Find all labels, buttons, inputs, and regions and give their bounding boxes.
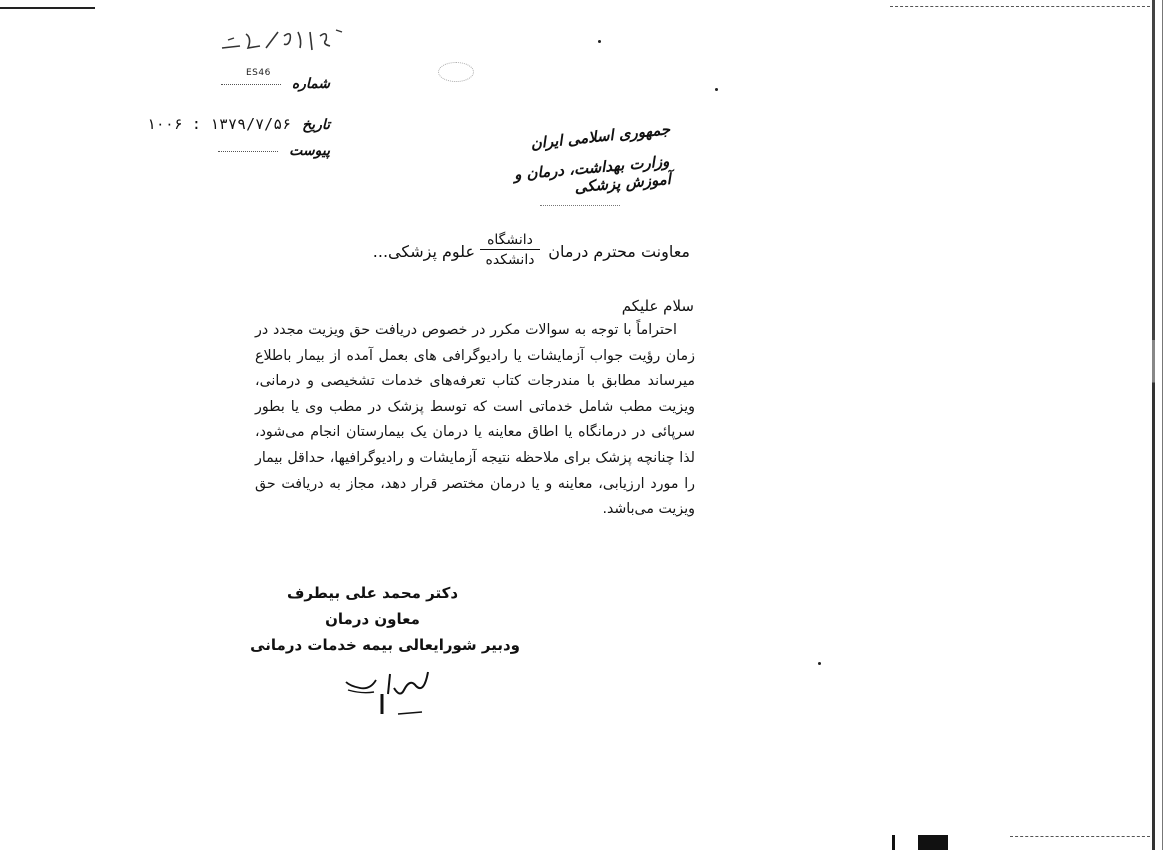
greeting: سلام علیکم [621, 297, 694, 315]
dotted-line [218, 151, 278, 152]
scan-bottom-block [918, 835, 948, 850]
letter-body [255, 318, 695, 523]
handwritten-signature [340, 664, 435, 724]
addressee-suffix: علوم پزشکی... [372, 242, 475, 261]
attachment-row [214, 143, 330, 159]
addressee [370, 232, 690, 280]
attachment-label: پیوست [289, 143, 330, 159]
scan-speck [598, 40, 601, 43]
institution-type-choice [480, 232, 540, 268]
date-row [147, 115, 330, 133]
ministry-letterhead [510, 120, 672, 197]
dotted-line [221, 84, 281, 85]
scan-bottom-dashes [1010, 836, 1150, 837]
option-faculty: دانشکده [485, 252, 535, 268]
faded-stamp [438, 62, 474, 82]
scan-bottom-tick [892, 835, 895, 850]
date-label: تاریخ [302, 117, 330, 133]
letterhead-dotted-line [540, 205, 620, 206]
addressee-prefix: معاونت محترم درمان [548, 242, 690, 261]
handwritten-reference-number [218, 26, 348, 60]
scan-right-border [1152, 0, 1155, 850]
option-university: دانشگاه [480, 232, 540, 250]
body-paragraph: احتراماً با توجه به سوالات مکرر در خصوص دریافت حق ویزیت مجدد در زمان رؤیت جواب آزمایشات یا رادیوگرافی های بعمل آمده از بیمار باطلاع میرساند مطابق با مندرجات کتاب تعرفه‌های خدمات تشخیصی و درمانی، ویزیت مطب شامل خدماتی است که توسط پزشک در مطب وی یا بطور سرپائی در درمانگاه یا اطاق معاینه یا درمان یک بیمارستان انجام می‌شود، لذا چنانچه پزشک برای ملاحظه نتیجه آزمایشات و رادیوگرافیها، حداقل بیمار را مورد ارزیابی، معاینه و یا درمان مختصر قرار دهد، مجاز به دریافت حق ویزیت می‌باشد. [255, 322, 695, 518]
scan-edge-mark [0, 7, 95, 9]
scan-speck [715, 88, 718, 91]
letterhead-ministry: وزارت بهداشت، درمان و آموزش پزشکی [513, 152, 672, 197]
letterhead-country: جمهوری اسلامی ایران [529, 120, 671, 153]
date-value: ۱۳۷۹/۷/۵۶ : ۱۰۰۶ [146, 115, 292, 133]
scan-speck [818, 662, 821, 665]
scan-right-border-thin [1162, 0, 1163, 850]
signatory-title-secondary: ودبیر شورایعالی بیمه خدمات درمانی [250, 636, 520, 654]
signatory-name: دکتر محمد علی بیطرف [286, 584, 459, 602]
reference-code: ES46 [246, 68, 271, 78]
signatory-title: معاون درمان [325, 610, 420, 628]
signature-block [250, 580, 520, 658]
number-row [217, 76, 330, 92]
scan-edge-dashes [890, 6, 1150, 7]
number-label: شماره [291, 76, 330, 92]
